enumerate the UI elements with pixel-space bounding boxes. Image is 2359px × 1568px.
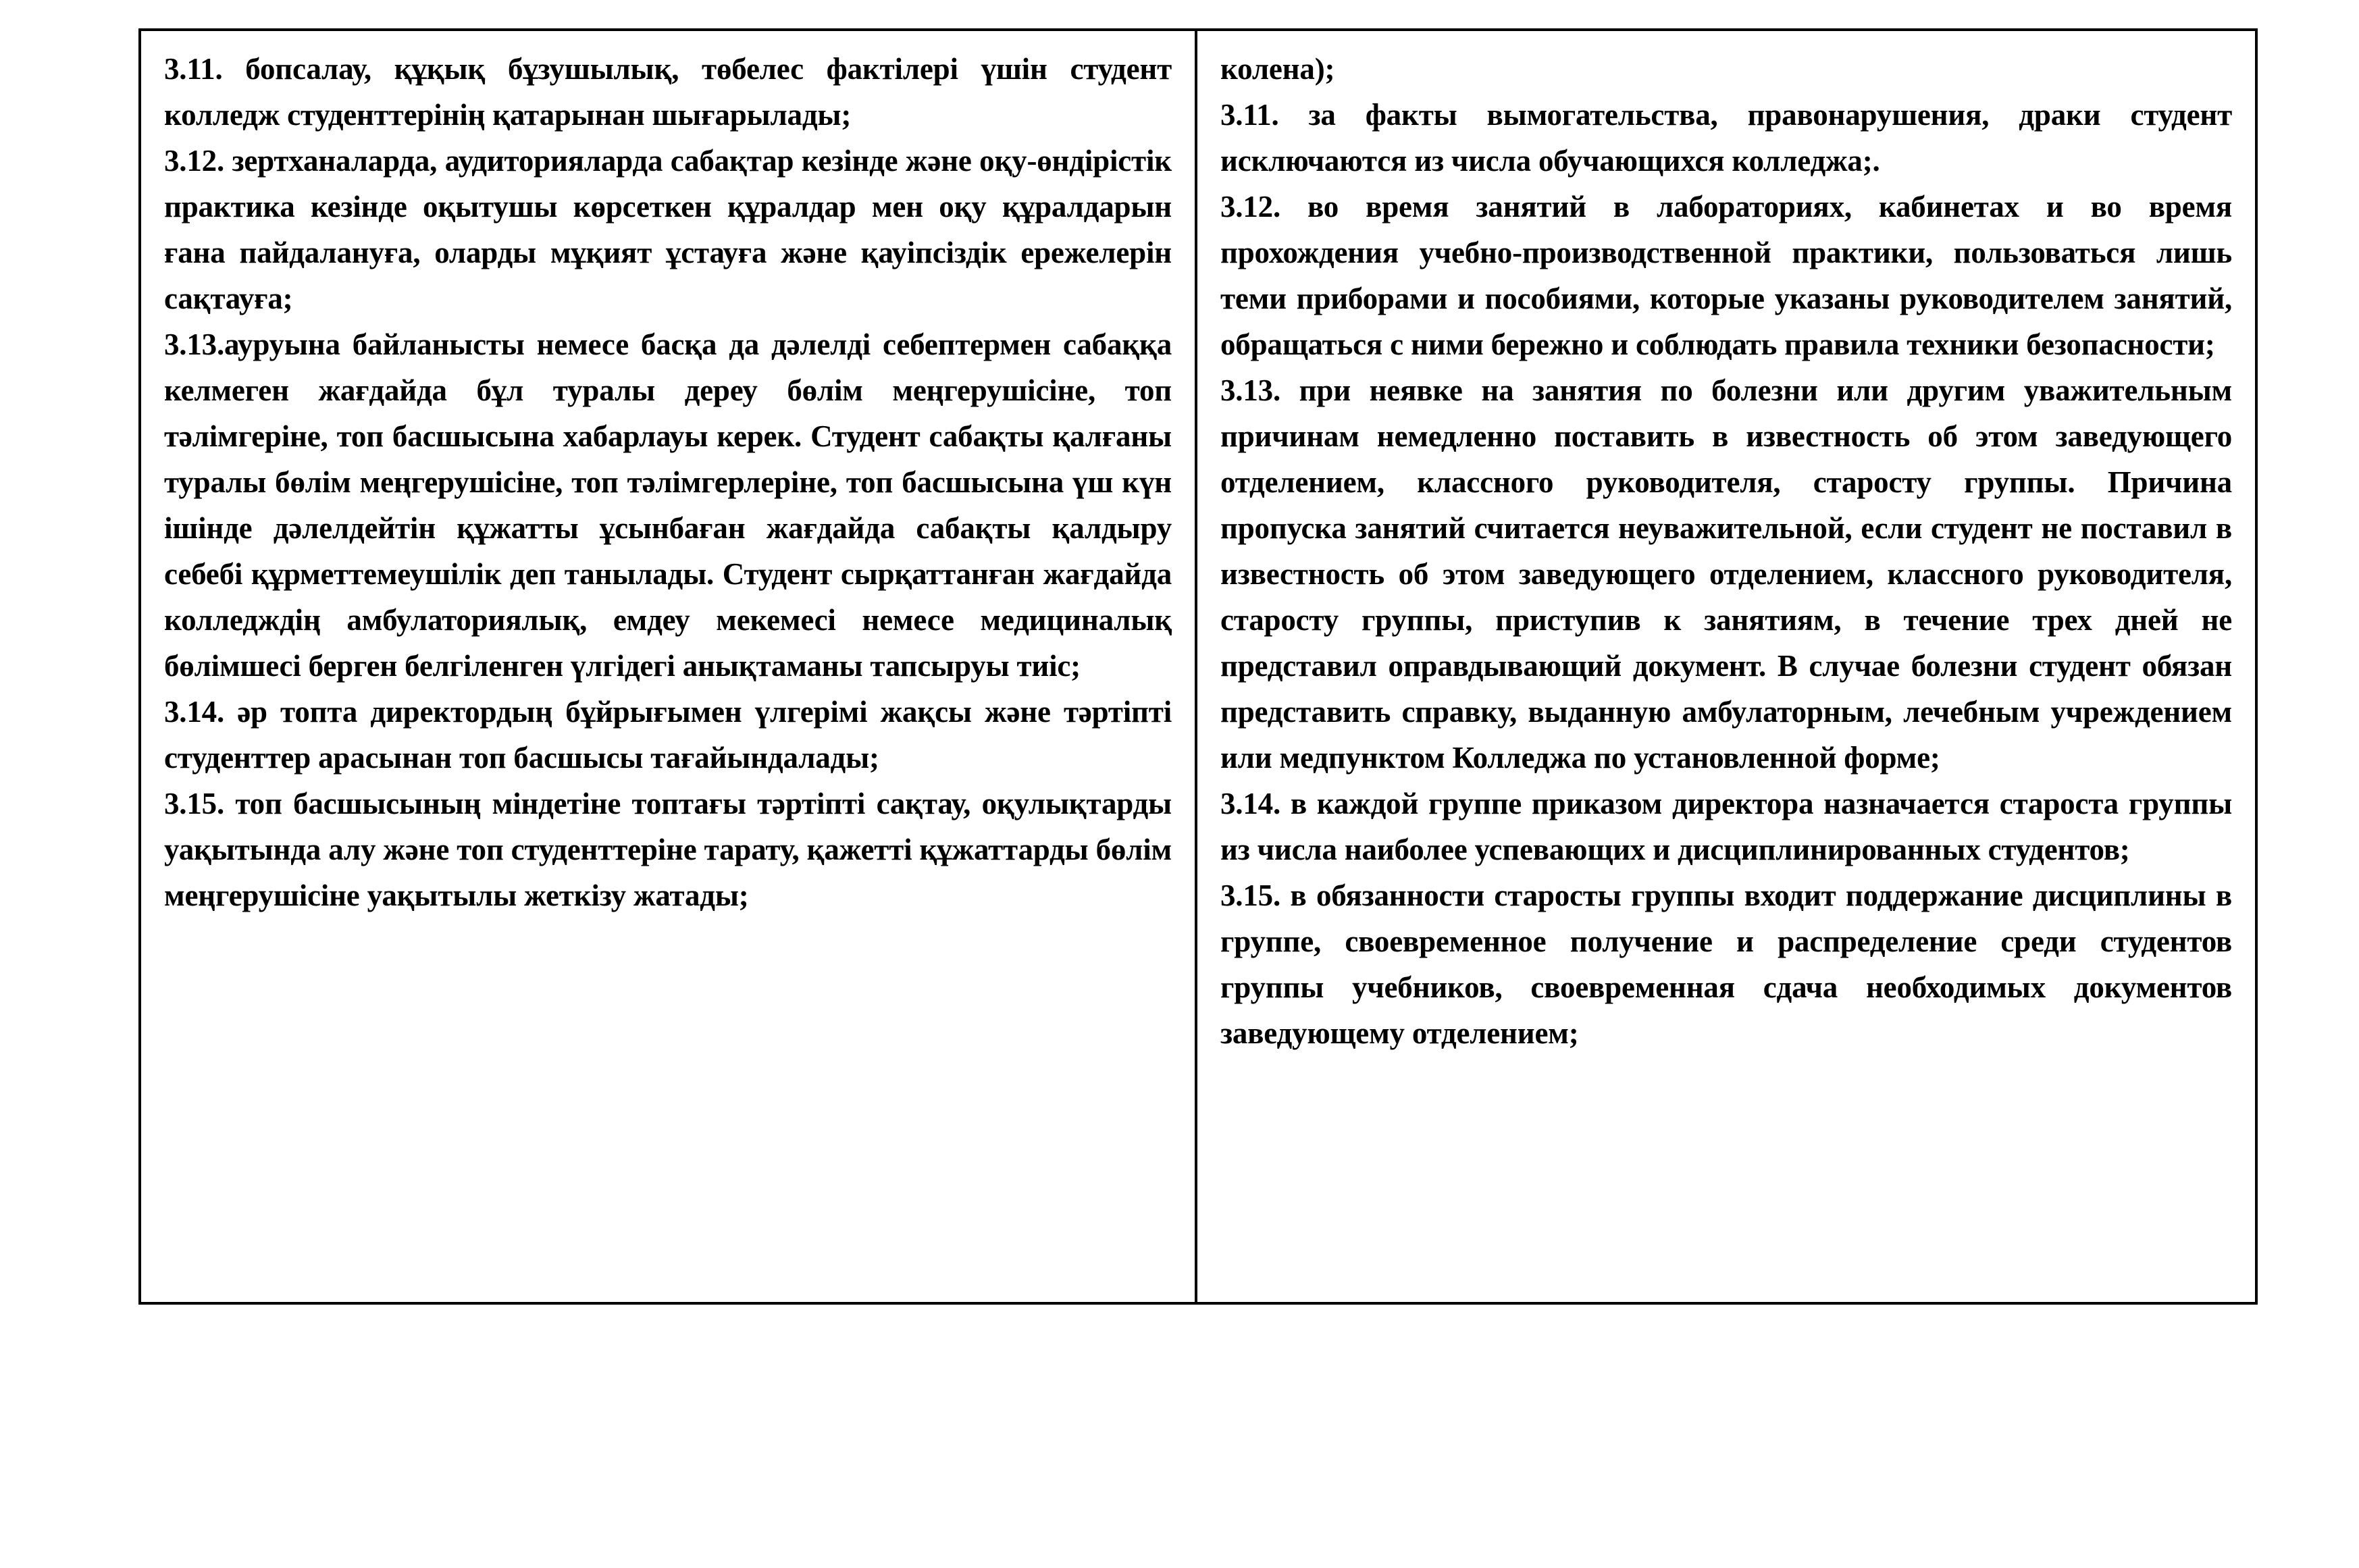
clause-3-14-kk: 3.14. әр топта директордың бұйрығымен үлгерімі жақсы және тәртіпті студенттер арасынан топ басшысы тағайындалады; [164,695,1172,775]
clause-3-11-kk: 3.11. бопсалау, құқық бұзушылық, төбелес фактілері үшін студент колледж студенттерінің қатарынан шығарылады; [164,52,1172,132]
table-cell-kazakh [140,30,1196,1303]
kazakh-column-content [141,31,1195,925]
clause-3-13-kk: 3.13.ауруына байланысты немесе басқа да дәлелді себептермен сабаққа келмеген жағдайда бұл туралы дереу бөлім меңгерушісіне, топ тәлімгеріне, топ басшысына хабарлауы керек. Студент сабақты қалғаны туралы бөлім меңгерушісіне, топ тәлімгерлеріне, топ басшысына үш күн ішінде дәлелдейтін құжатты ұсынбаған жағдайда сабақты қалдыру себебі құрметтемеушілік деп танылады. Студент сырқаттанған жағдайда колледждің амбулаториялық, емдеу мекемесі немесе медициналық бөлімшесі берген белгіленген үлгідегі анықтаманы тапсыруы тиіс; [164,328,1172,683]
table-cell-russian [1196,30,2256,1303]
continuation-fragment-ru: колена); [1220,52,1335,86]
clause-3-15-ru: 3.15. в обязанности старосты группы входит поддержание дисциплины в группе, своевременное получение и распределение среди студентов группы учебников, своевременная сдача необходимых документов заведующему отделением; [1220,879,2232,1050]
clause-3-12-ru: 3.12. во время занятий в лабораториях, кабинетах и во время прохождения учебно-производственной практики, пользоваться лишь теми приборами и пособиями, которые указаны руководителем занятий, обращаться с ними бережно и соблюдать правила техники безопасности; [1220,190,2232,361]
clause-3-15-kk: 3.15. топ басшысының міндетіне топтағы тәртіпті сақтау, оқулықтарды уақытында алу және топ студенттеріне тарату, қажетті құжаттарды бөлім меңгерушісіне уақытылы жеткізу жатады; [164,787,1172,912]
clause-3-11-ru: 3.11. за факты вымогательства, правонарушения, драки студент исключаются из числа обучающихся колледжа;. [1220,98,2232,178]
table-row [140,30,2256,1303]
clause-3-13-ru: 3.13. при неявке на занятия по болезни или другим уважительным причинам немедленно поставить в известность об этом заведующего отделением, классного руководителя, старосту группы. Причина пропуска занятий считается неуважительной, если студент не поставил в известность об этом заведующего отделением, классного руководителя, старосту группы, приступив к занятиям, в течение трех дней не представил оправдывающий документ. В случае болезни студент обязан представить справку, выданную амбулаторным, лечебным учреждением или медпунктом Колледжа по установленной форме; [1220,373,2232,775]
bilingual-rules-table [138,28,2258,1305]
russian-column-content [1197,31,2255,1063]
clause-3-12-kk: 3.12. зертханаларда, аудиторияларда сабақтар кезінде және оқу-өндірістік практика кезінде оқытушы көрсеткен құралдар мен оқу құралдарын ғана пайдалануға, оларды мұқият ұстауға және қауіпсіздік ережелерін сақтауға; [164,144,1172,315]
clause-3-14-ru: 3.14. в каждой группе приказом директора назначается староста группы из числа наиболее успевающих и дисциплинированных студентов; [1220,787,2232,866]
